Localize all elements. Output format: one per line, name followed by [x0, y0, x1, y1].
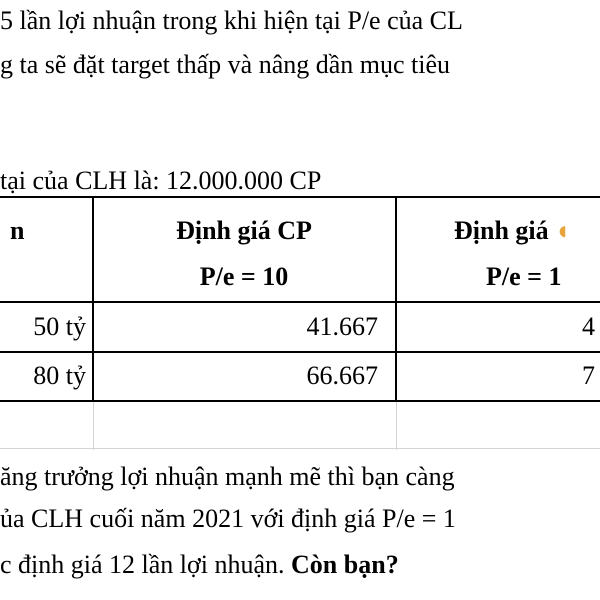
- cut-glyph-fragment: ◖: [554, 216, 571, 245]
- header-col-b-line-2: P/e = 10: [199, 262, 289, 291]
- table-rule-row2-bottom: [0, 400, 600, 402]
- valuation-table: [0, 196, 600, 450]
- paragraph-bottom-line-3: [0, 550, 399, 580]
- header-col-c-line-2: P/e = 1: [486, 262, 562, 291]
- row2-valuation-next: 7: [582, 361, 595, 390]
- header-col-b-line-1: Định giá CP: [176, 216, 312, 245]
- paragraph-bottom-line-2: ủa CLH cuối năm 2021 với định giá P/e = 1: [0, 504, 456, 533]
- row2-valuation-pe10: 66.667: [306, 361, 378, 390]
- paragraph-bottom-line-1: ăng trưởng lợi nhuận mạnh mẽ thì bạn càng: [0, 462, 455, 491]
- closing-question: Còn bạn?: [291, 550, 399, 579]
- table-rule-top: [0, 196, 600, 198]
- row1-valuation-next: 4: [582, 312, 595, 341]
- table-col-divider-1-empty: [93, 402, 94, 450]
- table-rule-header-bottom: [0, 301, 600, 303]
- table-rule-row1-bottom: [0, 351, 600, 353]
- table-rule-empty-row-bottom: [0, 448, 600, 449]
- table-col-divider-2-empty: [396, 402, 397, 450]
- table-col-divider-2: [395, 196, 397, 402]
- header-col-a: n: [10, 216, 25, 245]
- paragraph-bottom-line-3-text: c định giá 12 lần lợi nhuận.: [0, 550, 292, 579]
- header-col-c-line-1: [454, 216, 570, 246]
- sheet-caption: tại của CLH là: 12.000.000 CP: [0, 166, 322, 195]
- row1-profit: 50 tỷ: [33, 312, 86, 341]
- paragraph-top-line-2: g ta sẽ đặt target thấp và nâng dần mục tiêu: [0, 50, 451, 79]
- header-col-c-text: Định giá: [454, 216, 549, 245]
- row2-profit: 80 tỷ: [33, 361, 86, 390]
- paragraph-top-line-1: 5 lần lợi nhuận trong khi hiện tại P/e của CL: [0, 6, 463, 35]
- row1-valuation-pe10: 41.667: [306, 312, 378, 341]
